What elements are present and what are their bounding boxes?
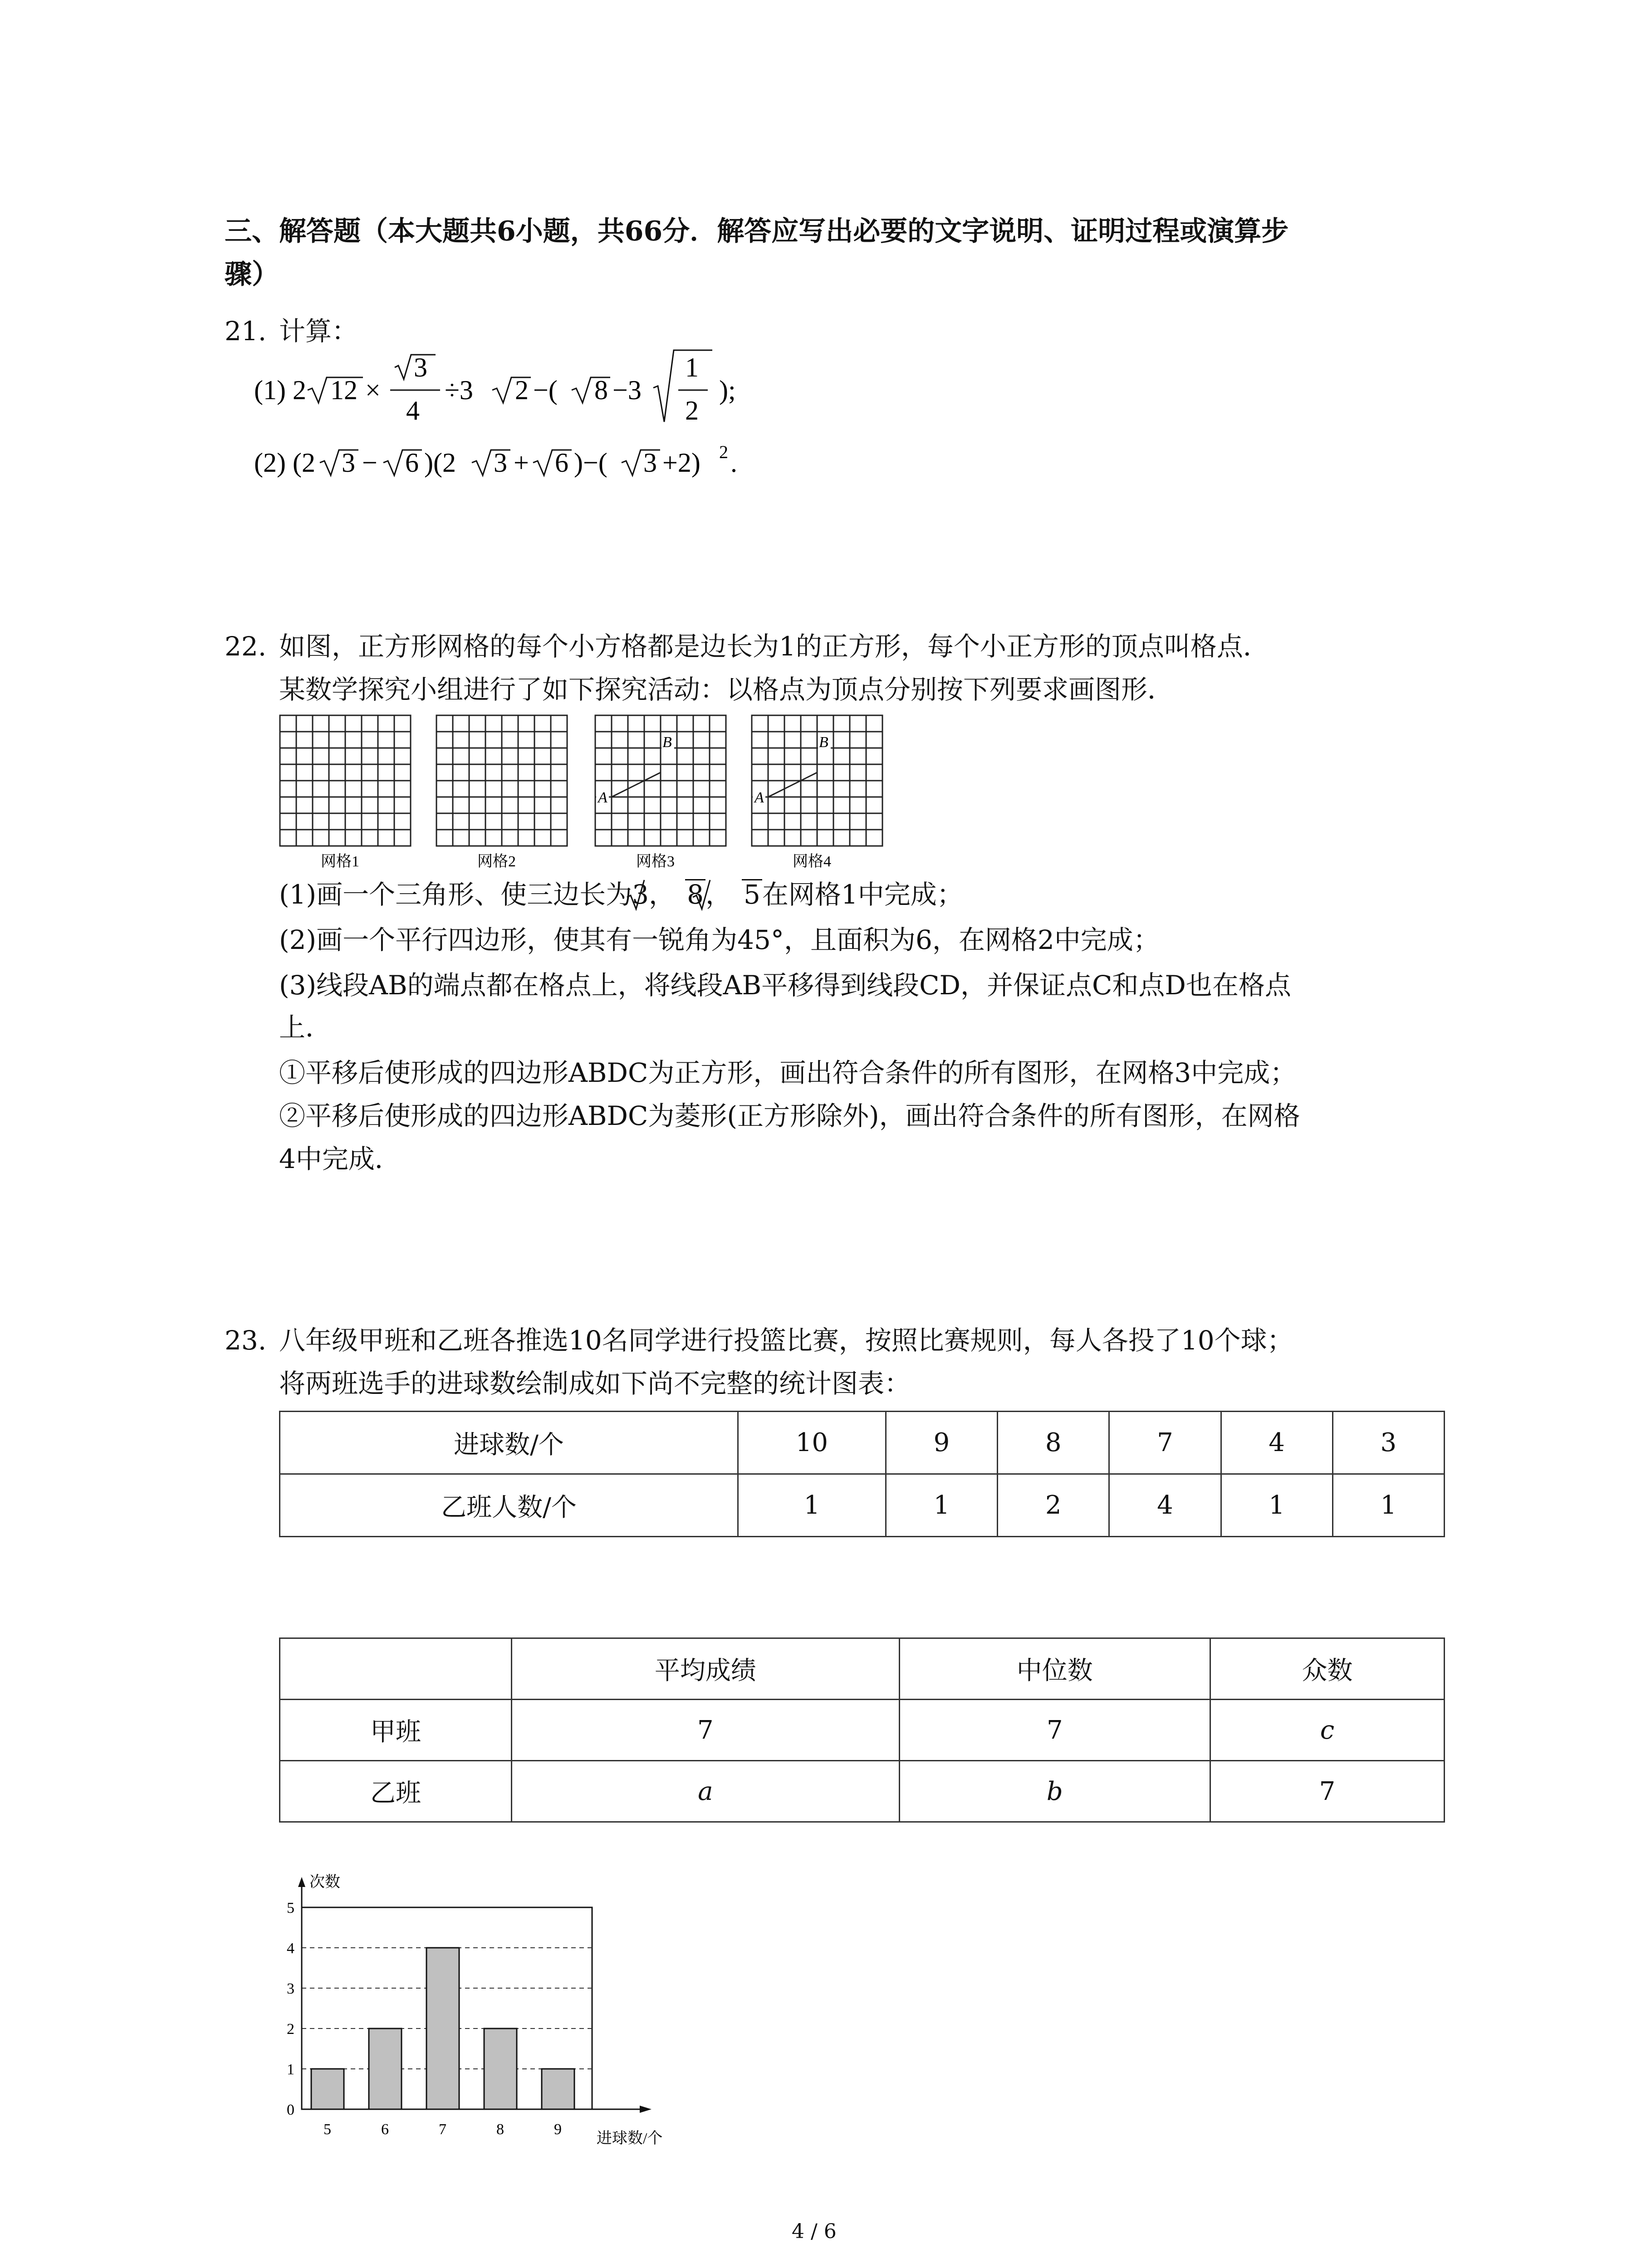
bar <box>542 2069 574 2109</box>
svg-text:);: ); <box>719 375 736 405</box>
svg-text:×: × <box>365 375 381 405</box>
table-row: 进球数/个 10 9 8 7 4 3 <box>280 1412 1445 1474</box>
grid-1 <box>279 714 413 871</box>
point-a-label: A <box>598 789 607 806</box>
svg-text:.: . <box>730 448 737 478</box>
x-tick-label: 6 <box>381 2121 389 2138</box>
svg-text:2: 2 <box>293 375 306 405</box>
svg-text:)−(: )−( <box>574 448 607 478</box>
segment-ab <box>612 772 661 797</box>
sqrt-8: 8 <box>685 879 705 909</box>
q23-line1: 八年级甲班和乙班各推选10名同学进行投篮比赛，按照比赛规则，每人各投了10个球； <box>279 1325 1293 1356</box>
svg-text:+2): +2) <box>662 448 700 478</box>
x-tick-label: 8 <box>496 2121 504 2138</box>
sqrt-5: 5 <box>742 879 762 909</box>
q22-sub1: ①平移后使形成的四边形ABDC为正方形，画出符合条件的所有图形，在网格3中完成； <box>279 1057 1297 1088</box>
q21-stem: 计算： <box>279 316 358 347</box>
grid-4 <box>751 714 885 871</box>
q21-p2-label: (2) <box>254 448 286 478</box>
y-axis-label: 次数 <box>309 1874 340 1891</box>
bar-chart <box>254 1869 730 2159</box>
q21-expression-1 <box>254 345 935 435</box>
q22-item2: (2)画一个平行四边形，使其有一锐角为45°，且面积为6，在网格2中完成； <box>279 924 1160 955</box>
q22-item3-line1: (3)线段AB的端点都在格点上，将线段AB平移得到线段CD，并保证点C和点D也在格点 <box>279 970 1291 1001</box>
point-b-label: B <box>819 734 828 751</box>
bar <box>484 2028 517 2109</box>
svg-text:4: 4 <box>406 396 420 425</box>
svg-text:+: + <box>514 448 529 478</box>
svg-text:−(: −( <box>533 375 558 405</box>
svg-text:1: 1 <box>685 352 699 382</box>
grid-label: 网格3 <box>636 853 675 870</box>
point-a-label: A <box>754 789 764 806</box>
svg-text:3: 3 <box>342 448 355 478</box>
q23-line2: 将两班选手的进球数绘制成如下尚不完整的统计图表： <box>279 1368 911 1399</box>
q22-number: 22. <box>225 631 267 662</box>
q22-line1: 如图，正方形网格的每个小方格都是边长为1的正方形，每个小正方形的顶点叫格点． <box>279 631 1269 662</box>
y-tick-label: 1 <box>287 2061 294 2078</box>
sqrt-sign-icon <box>692 879 719 911</box>
y-axis-arrow-icon <box>298 1877 305 1887</box>
svg-text:8: 8 <box>594 375 608 405</box>
table-row: 乙班人数/个 1 1 2 4 1 1 <box>280 1474 1445 1537</box>
svg-text:3: 3 <box>494 448 507 478</box>
x-axis-arrow-icon <box>640 2106 652 2113</box>
svg-text:6: 6 <box>405 448 419 478</box>
svg-text:)(2: )(2 <box>424 448 456 478</box>
svg-text:3: 3 <box>643 448 657 478</box>
bar <box>369 2028 402 2109</box>
x-tick-label: 9 <box>554 2121 562 2138</box>
q22-line2: 某数学探究小组进行了如下探究活动：以格点为顶点分别按下列要求画图形． <box>279 674 1174 705</box>
svg-text:÷3: ÷3 <box>445 375 473 405</box>
sqrt-sign-icon <box>626 879 653 911</box>
svg-text:6: 6 <box>555 448 568 478</box>
table-row: 平均成绩 中位数 众数 <box>280 1638 1445 1700</box>
q21-number: 21. <box>225 316 267 347</box>
grid-label: 网格1 <box>321 853 359 870</box>
x-tick-label: 5 <box>323 2121 331 2138</box>
q21-expression-2 <box>254 435 935 494</box>
grid-3 <box>594 714 728 871</box>
q22-sub2-line1: ②平移后使形成的四边形ABDC为菱形(正方形除外)，画出符合条件的所有图形，在网格 <box>279 1100 1300 1131</box>
svg-text:2: 2 <box>685 396 699 425</box>
segment-ab <box>768 772 817 797</box>
svg-text:(2: (2 <box>293 448 315 478</box>
grid-2 <box>436 714 569 871</box>
q21-p1-label: (1) <box>254 375 286 405</box>
y-tick-label: 3 <box>287 1980 294 1997</box>
scores-table <box>279 1411 1445 1537</box>
svg-text:−: − <box>362 448 377 478</box>
table-row: 甲班 7 7 c <box>280 1700 1445 1761</box>
x-axis-label: 进球数/个 <box>597 2130 663 2147</box>
bar <box>311 2069 344 2109</box>
y-tick-label: 0 <box>287 2102 294 2118</box>
point-b-label: B <box>662 734 672 751</box>
y-tick-label: 2 <box>287 2021 294 2038</box>
x-tick-label: 7 <box>439 2121 446 2138</box>
grid-label: 网格4 <box>793 853 831 870</box>
y-tick-label: 5 <box>287 1900 294 1916</box>
stats-table <box>279 1637 1445 1823</box>
svg-text:2: 2 <box>719 442 728 462</box>
svg-text:12: 12 <box>330 375 358 405</box>
q22-item1: (1)画一个三角形、使三边长为3， 8， 5在网格1中完成； <box>279 879 963 910</box>
section-title-line2: 骤） <box>225 259 279 290</box>
svg-text:−3: −3 <box>612 375 642 405</box>
q22-item3-line2: 上． <box>279 1012 332 1043</box>
svg-text:2: 2 <box>515 375 529 405</box>
sqrt-sign <box>653 350 712 422</box>
q22-sub2-line2: 4中完成． <box>279 1144 401 1174</box>
q23-number: 23. <box>225 1325 267 1356</box>
table-row: 乙班 a b 7 <box>280 1761 1445 1822</box>
section-title-line1: 三、解答题（本大题共6小题，共66分．解答应写出必要的文字说明、证明过程或演算步 <box>225 215 1289 247</box>
svg-text:3: 3 <box>414 352 427 382</box>
grid-label: 网格2 <box>477 853 516 870</box>
page-number: 4 / 6 <box>792 2220 837 2243</box>
bar <box>426 1948 459 2109</box>
y-tick-label: 4 <box>287 1940 294 1957</box>
